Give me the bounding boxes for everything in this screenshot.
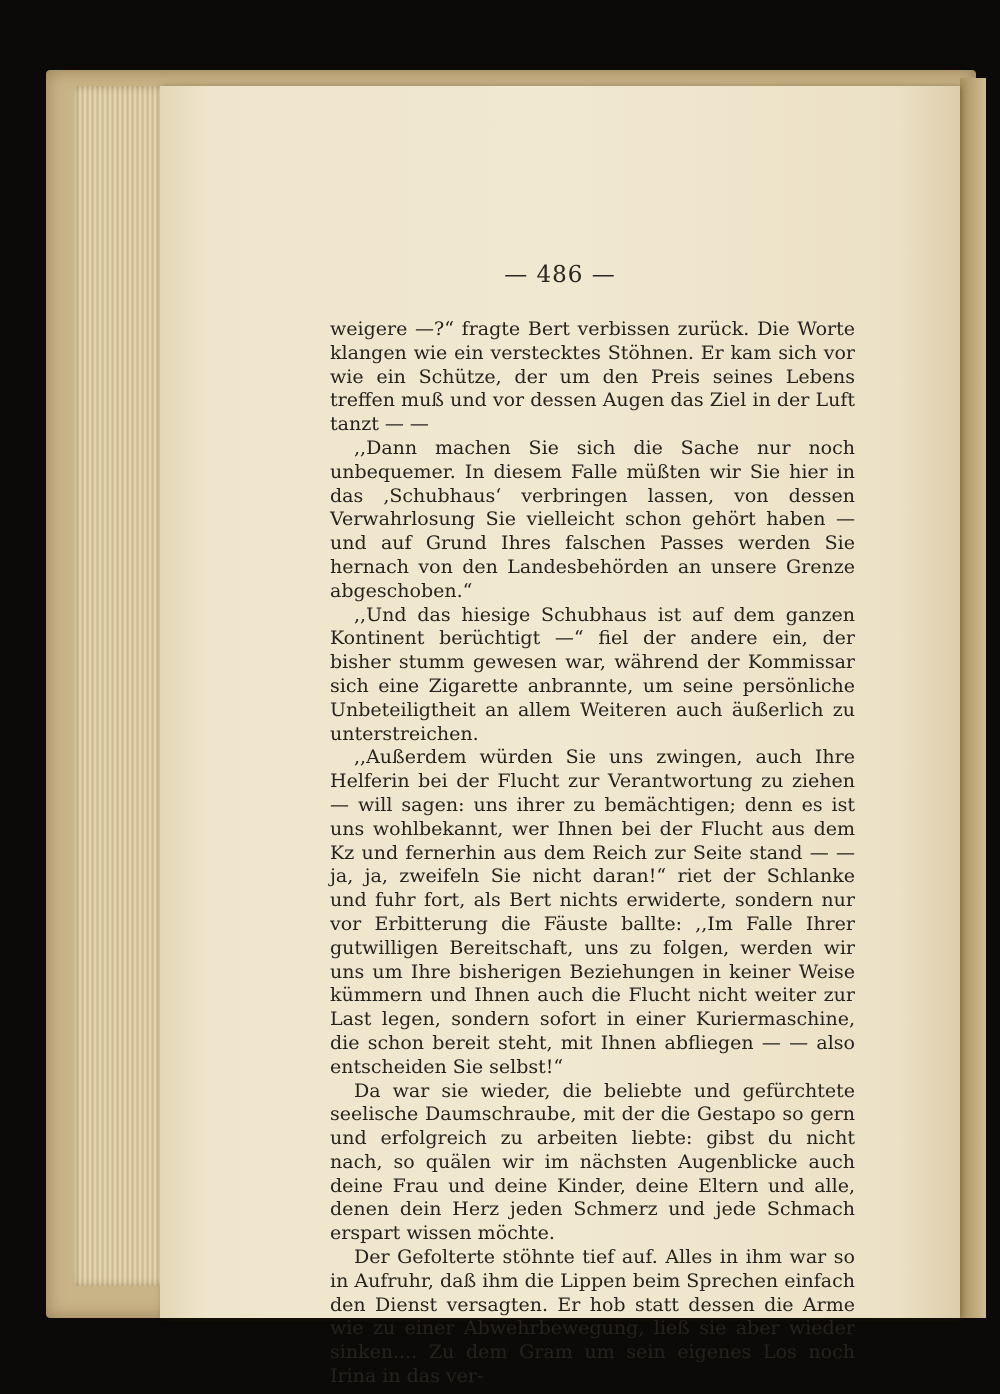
facing-page-edge (960, 78, 986, 1318)
paragraph: ,,Und das hiesige Schubhaus ist auf dem ganzen Kontinent berüchtigt —“ fiel der andere ein, der bisher stumm gewesen war, während der Kommissar sich eine Zigarette anbrannte, um seine persönliche Unbeteiligtheit an allem Weiteren auch äußerlich zu unterstreichen. (330, 603, 855, 745)
paragraph: Da war sie wieder, die beliebte und gefürchtete seelische Daumschraube, mit der die Gestapo so gern und erfolgreich zu arbeiten liebte: gibst du nicht nach, so quälen wir im nächsten Augenblicke auch deine Frau und deine Kinder, deine Eltern und alle, denen dein Herz jeden Schmerz und jede Schmach erspart wissen möchte. (330, 1079, 855, 1245)
book-page (160, 86, 960, 1388)
page-number: — 486 — (504, 262, 616, 288)
paragraph: Der Gefolterte stöhnte tief auf. Alles in ihm war so in Aufruhr, daß ihm die Lippen beim Sprechen einfach den Dienst versagten. Er hob statt dessen die Arme wie zu einer Abwehrbewegung, ließ sie aber wieder sinken.... Zu dem Gram um sein eigenes Los noch Irina in das ver- (330, 1246, 855, 1388)
paragraph: ,,Außerdem würden Sie uns zwingen, auch Ihre Helferin bei der Flucht zur Verantwortung zu ziehen — will sagen: uns ihrer zu bemächtigen; denn es ist uns wohlbekannt, wer Ihnen bei der Flucht aus dem Kz und fernerhin aus dem Reich zur Seite stand — — ja, ja, zweifeln Sie nicht daran!“ riet der Schlanke und fuhr fort, als Bert nichts erwiderte, sondern nur vor Erbitterung die Fäuste ballte: ,,Im Falle Ihrer gutwilligen Bereitschaft, uns zu folgen, werden wir uns um Ihre bisherigen Beziehungen in keiner Weise kümmern und Ihnen auch die Flucht nicht weiter zur Last legen, sondern sofort in einer Kuriermaschine, die schon bereit steht, mit Ihnen abfliegen — — also entscheiden Sie selbst!“ (330, 746, 855, 1078)
paragraph: ,,Dann machen Sie sich die Sache nur noch unbequemer. In diesem Falle müßten wir Sie hier in das ‚Schubhaus‘ verbringen lassen, von dessen Verwahrlosung Sie vielleicht schon gehört haben — und auf Grund Ihres falschen Passes werden Sie hernach von den Landesbehörden an unsere Grenze abgeschoben.“ (330, 436, 855, 602)
page-edges (74, 86, 166, 1286)
paragraph: weigere —?“ fragte Bert verbissen zurück. Die Worte klangen wie ein verstecktes Stöhnen. Er kam sich vor wie ein Schütze, der um den Preis seines Lebens treffen muß und vor dessen Augen das Ziel in der Luft tanzt — — (330, 318, 855, 436)
body-text (330, 318, 855, 1389)
